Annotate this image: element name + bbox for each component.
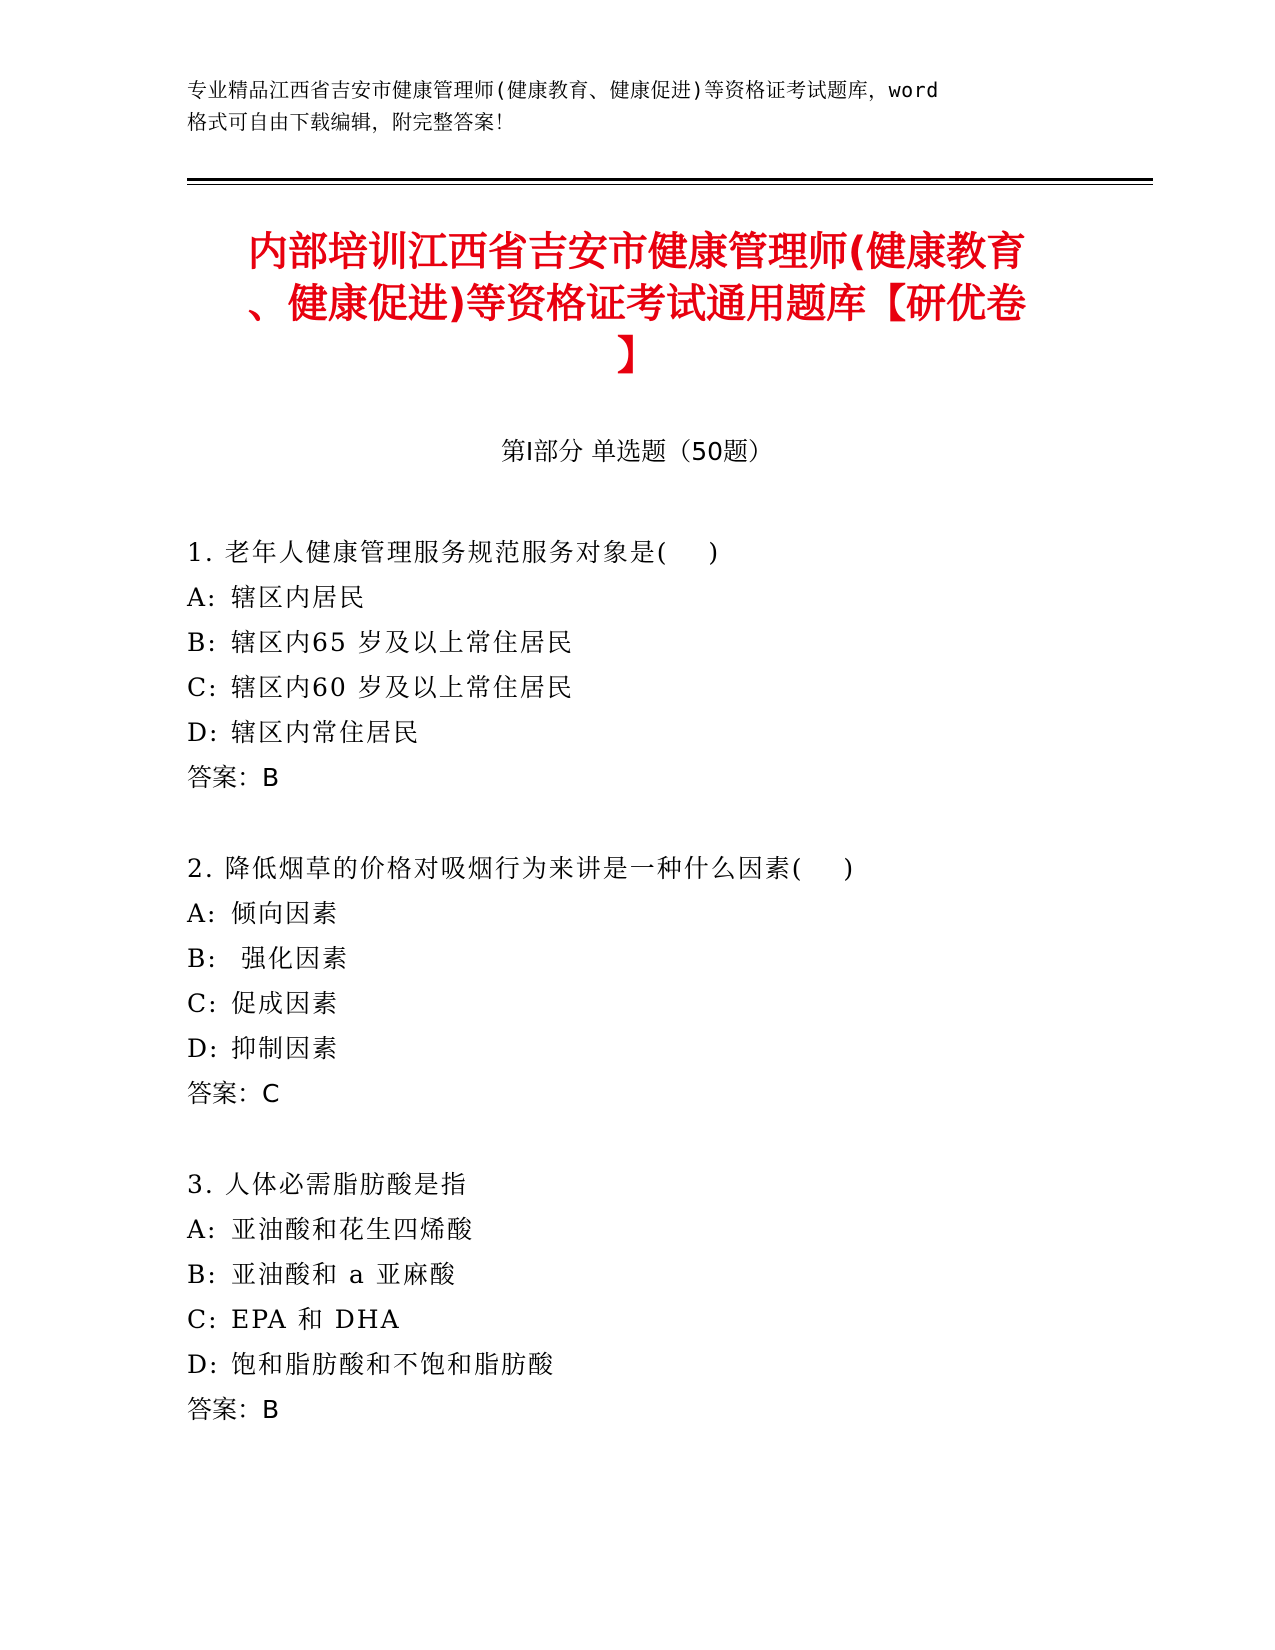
question-item: [187, 846, 1087, 1116]
option-text: 抑制因素: [231, 1034, 340, 1063]
option-key: D:: [187, 1350, 220, 1379]
option-text: 辖区内常住居民: [231, 718, 421, 747]
option-key: C:: [187, 1305, 219, 1334]
option-text: 辖区内65 岁及以上常住居民: [231, 628, 574, 657]
option-key: C:: [187, 989, 219, 1018]
option-a: [187, 891, 1087, 936]
title-line: 、健康促进)等资格证考试通用题库【研优卷: [247, 281, 1027, 327]
option-text: 促成因素: [231, 989, 340, 1018]
option-c: [187, 1297, 1087, 1342]
option-text: 饱和脂肪酸和不饱和脂肪酸: [231, 1350, 556, 1379]
answer: 答案：C: [187, 1079, 280, 1108]
question-item: [187, 530, 1087, 800]
option-key: B:: [187, 1260, 218, 1289]
question-stem: 2. 降低烟草的价格对吸烟行为来讲是一种什么因素( ): [187, 854, 856, 883]
title-line: 】: [617, 333, 657, 379]
document-title: [187, 226, 1087, 382]
option-text: 辖区内居民: [231, 583, 367, 612]
option-b: [187, 620, 1087, 665]
option-c: [187, 665, 1087, 710]
option-text: 亚油酸和 a 亚麻酸: [231, 1260, 457, 1289]
option-a: [187, 1207, 1087, 1252]
option-d: [187, 710, 1087, 755]
option-b: [187, 936, 1087, 981]
option-text: 亚油酸和花生四烯酸: [231, 1215, 475, 1244]
header-divider-thin: [187, 184, 1153, 185]
question-stem: 1. 老年人健康管理服务规范服务对象是( ): [187, 538, 721, 567]
answer: 答案：B: [187, 1395, 280, 1424]
title-line: 内部培训江西省吉安市健康管理师(健康教育: [247, 229, 1027, 275]
header-divider-thick: [187, 178, 1153, 181]
option-key: B:: [187, 944, 218, 973]
section-heading: 第Ⅰ部分 单选题（50题）: [500, 437, 774, 466]
option-key: A:: [187, 1215, 218, 1244]
option-key: B:: [187, 628, 218, 657]
option-text: EPA 和 DHA: [231, 1305, 401, 1334]
question-item: [187, 1162, 1087, 1432]
option-key: A:: [187, 583, 218, 612]
header-note-line: 专业精品江西省吉安市健康管理师(健康教育、健康促进)等资格证考试题库，word: [187, 78, 939, 102]
option-c: [187, 981, 1087, 1026]
header-note-line: 格式可自由下载编辑，附完整答案！: [187, 110, 515, 134]
option-text: 倾向因素: [231, 899, 340, 928]
option-key: D:: [187, 1034, 220, 1063]
question-list: [187, 530, 1087, 1478]
option-key: A:: [187, 899, 218, 928]
option-d: [187, 1026, 1087, 1071]
option-key: D:: [187, 718, 220, 747]
question-stem: 3. 人体必需脂肪酸是指: [187, 1170, 468, 1199]
option-d: [187, 1342, 1087, 1387]
option-text: 辖区内60 岁及以上常住居民: [231, 673, 574, 702]
option-b: [187, 1252, 1087, 1297]
answer: 答案：B: [187, 763, 280, 792]
option-key: C:: [187, 673, 219, 702]
header-note: [187, 74, 1087, 138]
option-a: [187, 575, 1087, 620]
option-text: 强化因素: [231, 944, 349, 973]
